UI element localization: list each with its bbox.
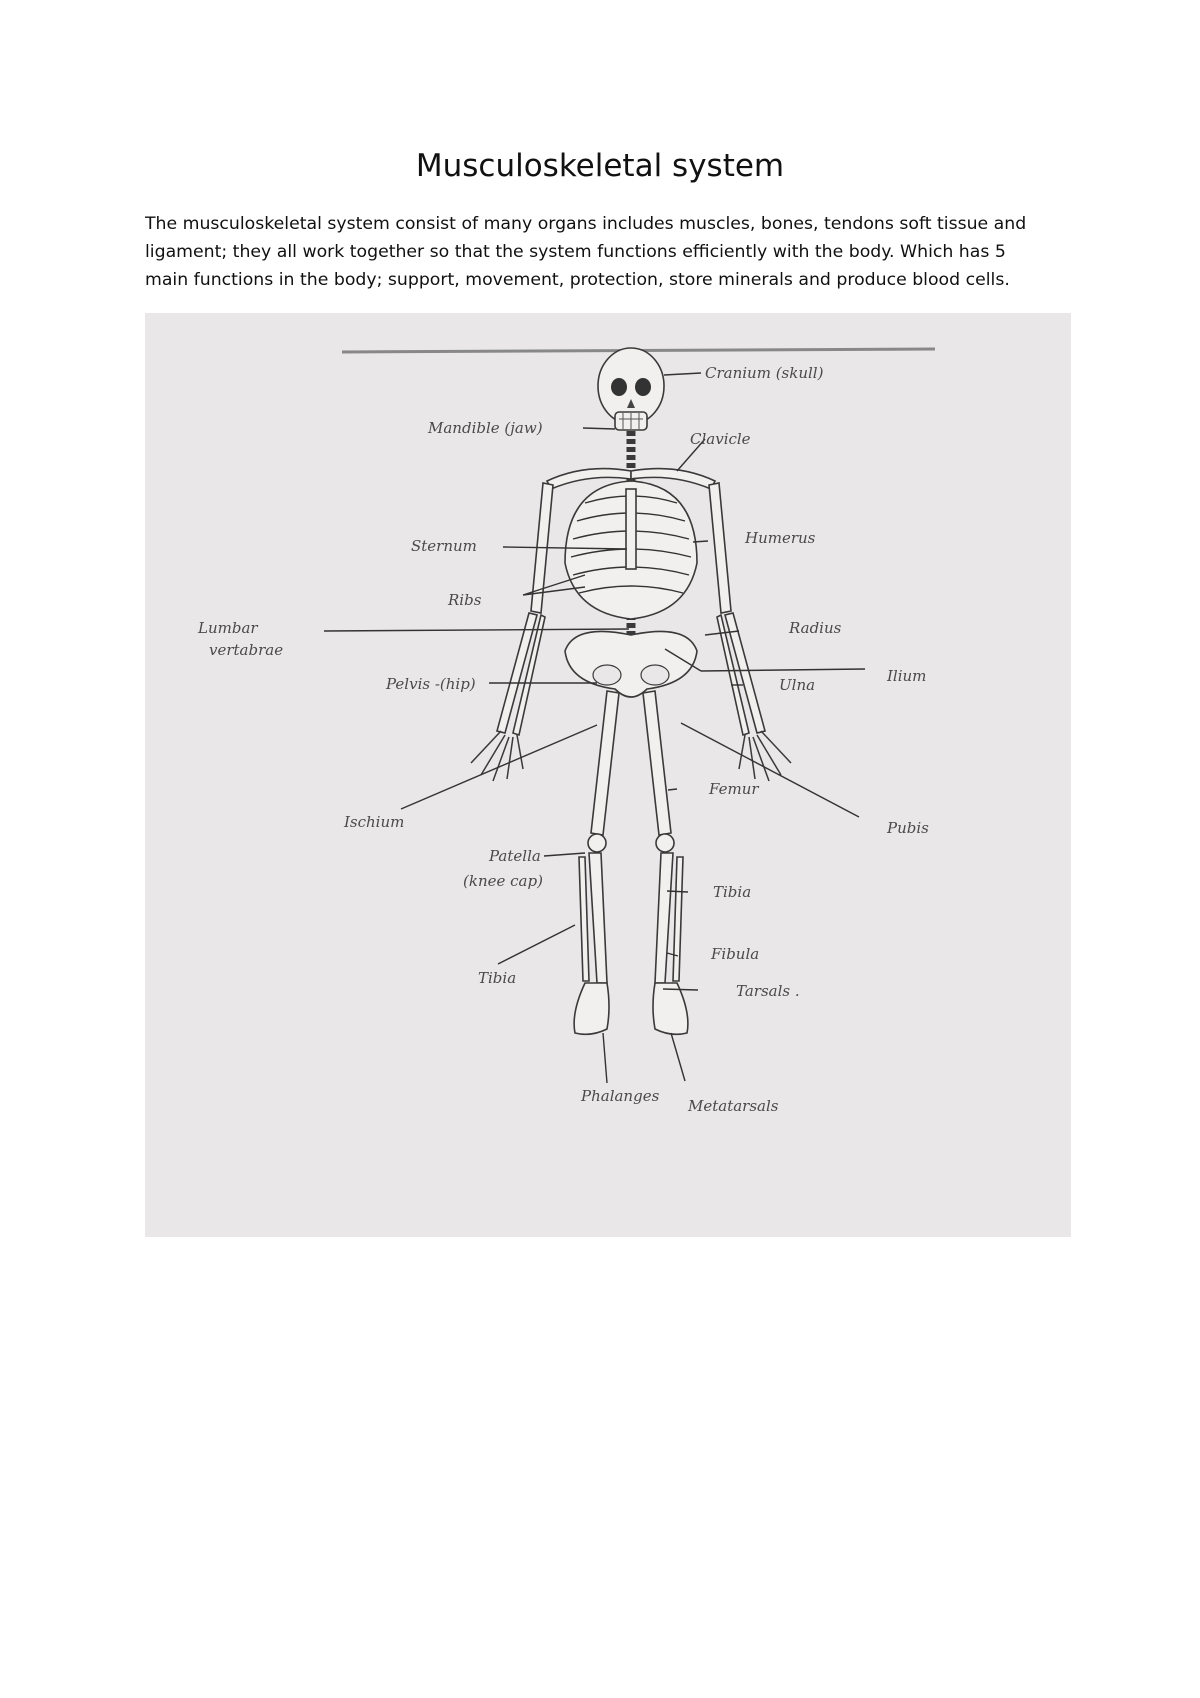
- pelvis: [565, 631, 697, 697]
- label-femur: Femur: [709, 780, 759, 798]
- label-ischium: Ischium: [344, 813, 405, 831]
- label-ilium: Ilium: [887, 667, 927, 685]
- label-phalanges: Phalanges: [581, 1087, 660, 1105]
- label-clavicle: Clavicle: [690, 430, 751, 448]
- patella-left: [588, 834, 606, 852]
- skeleton-drawing: [471, 348, 791, 1034]
- label-knee-cap: (knee cap): [463, 872, 543, 890]
- tibia-left: [589, 853, 607, 983]
- label-ribs: Ribs: [448, 591, 482, 609]
- intro-line: The musculoskeletal system consist of many organs includes muscles, bones, tendons soft tissue and: [145, 214, 1027, 234]
- label-fibula: Fibula: [711, 945, 760, 963]
- sternum: [626, 489, 636, 569]
- label-mandible: Mandible (jaw): [428, 419, 543, 437]
- page-title: Musculoskeletal system: [415, 148, 785, 184]
- teeth: [619, 413, 643, 429]
- ribcage: [565, 481, 697, 619]
- label-humerus: Humerus: [745, 529, 816, 547]
- leader-lines: [324, 373, 865, 1083]
- label-vertabrae: vertabrae: [209, 641, 284, 659]
- intro-line: ligament; they all work together so that the system functions efficiently with the body. Which has 5: [145, 242, 1006, 262]
- tibia-right: [655, 853, 673, 983]
- label-cranium: Cranium (skull): [705, 364, 824, 382]
- intro-line: main functions in the body; support, movement, protection, store minerals and produce blood cells.: [145, 270, 1010, 290]
- hand-left: [471, 731, 523, 781]
- foot-left: [574, 983, 609, 1034]
- label-sternum: Sternum: [411, 537, 477, 555]
- femur-right: [643, 691, 671, 835]
- femur-left: [591, 691, 619, 835]
- label-radius: Radius: [789, 619, 842, 637]
- skeleton-diagram: [145, 313, 1071, 1237]
- label-pubis: Pubis: [887, 819, 929, 837]
- label-tarsals: Tarsals .: [736, 982, 800, 1000]
- fibula-left: [579, 857, 589, 981]
- patella-right: [656, 834, 674, 852]
- label-patella: Patella: [489, 847, 541, 865]
- obturator-foramen: [641, 665, 669, 685]
- label-lumbar: Lumbar: [198, 619, 258, 637]
- label-tibia-right: Tibia: [713, 883, 752, 901]
- hand-right: [739, 731, 791, 781]
- label-tibia-left: Tibia: [478, 969, 517, 987]
- foot-right: [653, 983, 688, 1034]
- label-metatarsals: Metatarsals: [688, 1097, 779, 1115]
- intro-paragraph: [145, 210, 1080, 294]
- eye-socket: [635, 378, 651, 396]
- obturator-foramen: [593, 665, 621, 685]
- label-pelvis: Pelvis -(hip): [386, 675, 476, 693]
- humerus-right: [709, 483, 731, 613]
- label-ulna: Ulna: [779, 676, 816, 694]
- eye-socket: [611, 378, 627, 396]
- skeleton-diagram-photo: [145, 313, 1071, 1237]
- fibula-right: [673, 857, 683, 981]
